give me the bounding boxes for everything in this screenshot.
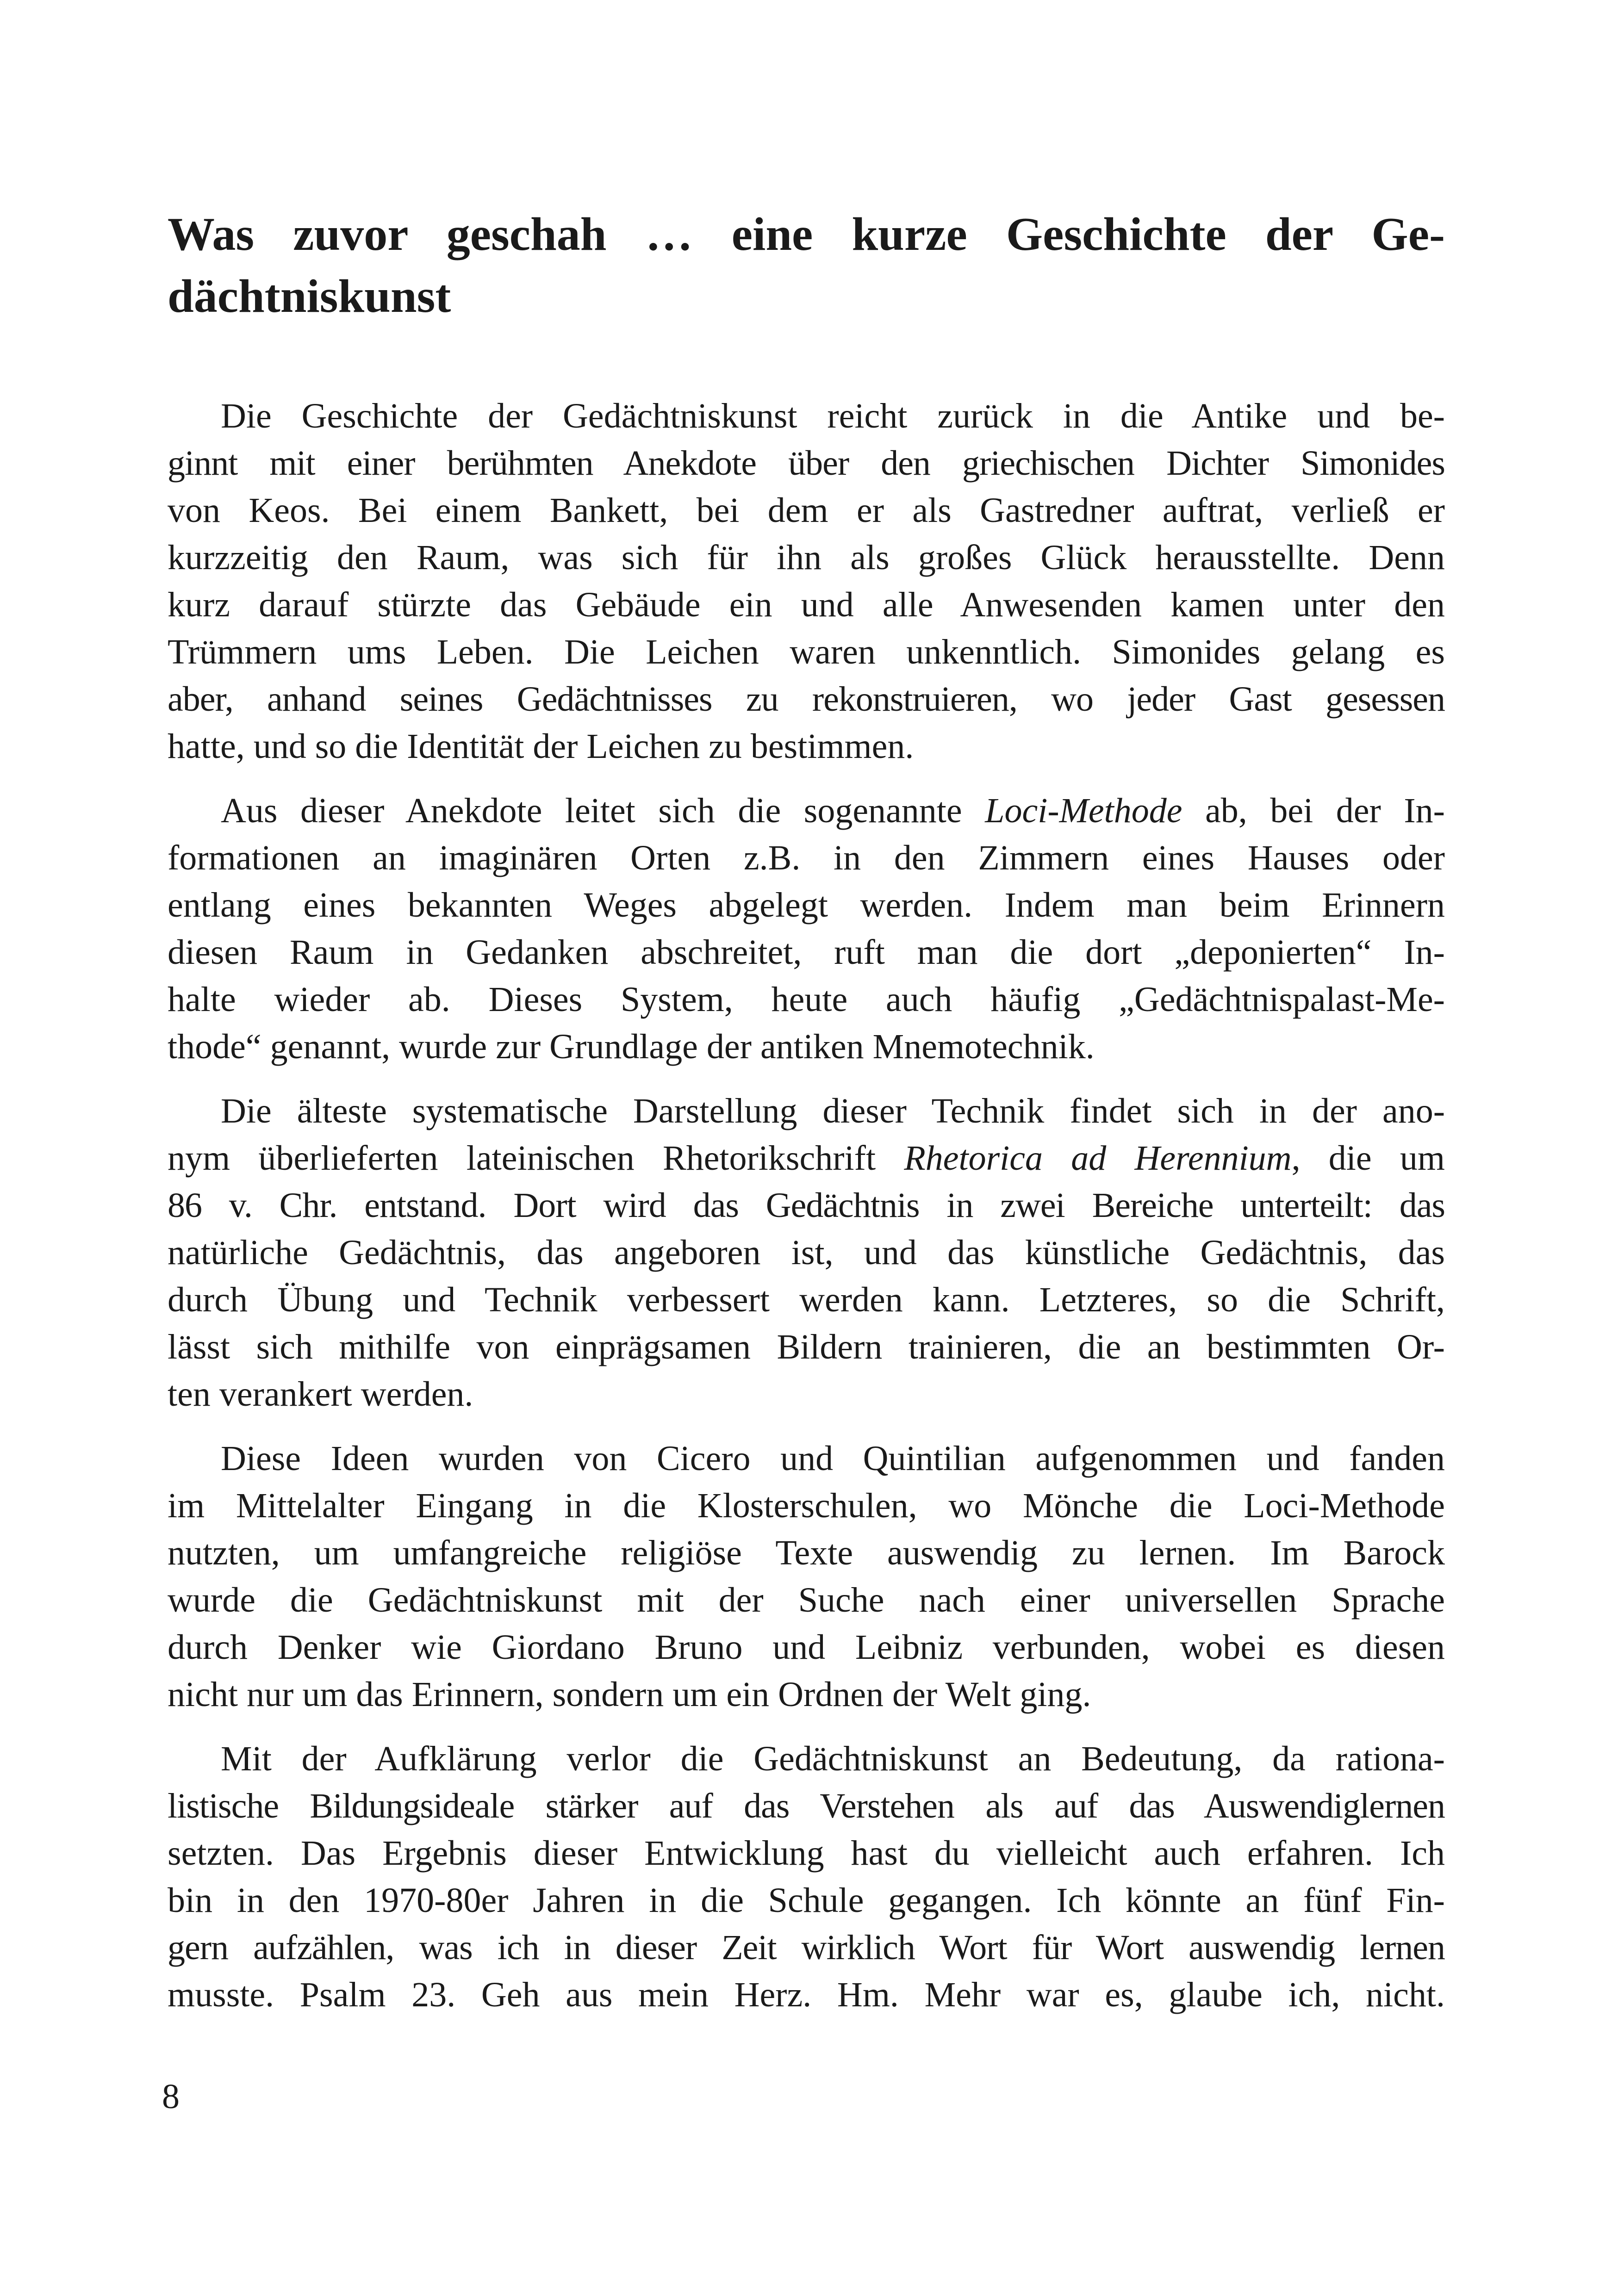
chapter-heading bbox=[168, 204, 1445, 328]
text-line: Mit der Aufklärung verlor die Gedächtniskunst an Bedeutung, da rationa- bbox=[221, 1739, 1445, 1778]
term-loci-methode: Loci-Methode bbox=[985, 791, 1182, 830]
text-line: bin in den 1970-80er Jahren in die Schule gegangen. Ich könnte an fünf Fin- bbox=[168, 1881, 1445, 1920]
page-number: 8 bbox=[162, 2077, 180, 2116]
text-line bbox=[168, 787, 1445, 834]
text-line: ginnt mit einer berühmten Anekdote über den griechischen Dichter Simonides bbox=[168, 444, 1445, 483]
paragraph bbox=[168, 392, 1445, 770]
text-line: nicht nur um das Erinnern, sondern um ein Ordnen der Welt ging. bbox=[168, 1675, 1091, 1714]
text-fragment: Aus dieser Anekdote leitet sich die sogenannte bbox=[221, 791, 985, 830]
text-fragment: , die um bbox=[1291, 1139, 1445, 1178]
paragraph bbox=[168, 1735, 1445, 2018]
title-rhetorica-ad-herennium: Rhetorica ad Herennium bbox=[904, 1139, 1292, 1178]
text-line: lässt sich mithilfe von einprägsamen Bildern trainieren, die an bestimmten Or- bbox=[168, 1328, 1445, 1366]
text-line: setzten. Das Ergebnis dieser Entwicklung hast du vielleicht auch erfahren. Ich bbox=[168, 1834, 1445, 1873]
text-line: kurzzeitig den Raum, was sich für ihn als großes Glück herausstellte. Denn bbox=[168, 538, 1445, 577]
text-line: thode“ genannt, wurde zur Grundlage der antiken Mnemotechnik. bbox=[168, 1027, 1095, 1066]
text-line: 86 v. Chr. entstand. Dort wird das Gedächtnis in zwei Bereiche unterteilt: das bbox=[168, 1186, 1445, 1225]
text-line: durch Übung und Technik verbessert werden kann. Letzteres, so die Schrift, bbox=[168, 1280, 1445, 1319]
text-line: aber, anhand seines Gedächtnisses zu rekonstruieren, wo jeder Gast gesessen bbox=[168, 680, 1445, 719]
text-fragment: nym überlieferten lateinischen Rhetorikschrift bbox=[168, 1139, 904, 1178]
text-line bbox=[168, 1135, 1445, 1182]
paragraph bbox=[168, 787, 1445, 1070]
paragraph bbox=[168, 1435, 1445, 1718]
text-line: hatte, und so die Identität der Leichen zu bestimmen. bbox=[168, 727, 914, 766]
text-line: natürliche Gedächtnis, das angeboren ist, und das künstliche Gedächtnis, das bbox=[168, 1233, 1445, 1272]
text-line: von Keos. Bei einem Bankett, bei dem er als Gastredner auftrat, verließ er bbox=[168, 491, 1445, 530]
text-line: entlang eines bekannten Weges abgelegt werden. Indem man beim Erinnern bbox=[168, 886, 1445, 925]
text-line: nutzten, um umfangreiche religiöse Texte auswendig zu lernen. Im Barock bbox=[168, 1533, 1445, 1572]
text-line: Die älteste systematische Darstellung dieser Technik findet sich in der ano- bbox=[221, 1092, 1445, 1130]
text-line: Diese Ideen wurden von Cicero und Quintilian aufgenommen und fanden bbox=[221, 1439, 1445, 1478]
heading-line: Was zuvor geschah … eine kurze Geschichte der Ge- bbox=[168, 208, 1445, 261]
heading-line: dächtniskunst bbox=[168, 270, 451, 323]
text-line: wurde die Gedächtniskunst mit der Suche nach einer universellen Sprache bbox=[168, 1581, 1445, 1620]
text-line: durch Denker wie Giordano Bruno und Leibniz verbunden, wobei es diesen bbox=[168, 1628, 1445, 1667]
paragraph bbox=[168, 1087, 1445, 1418]
text-line: formationen an imaginären Orten z.B. in den Zimmern eines Hauses oder bbox=[168, 838, 1445, 877]
text-line: listische Bildungsideale stärker auf das Verstehen als auf das Auswendiglernen bbox=[168, 1787, 1445, 1825]
body-text bbox=[168, 392, 1445, 2035]
text-line: halte wieder ab. Dieses System, heute auch häufig „Gedächtnispalast-Me- bbox=[168, 980, 1445, 1019]
text-line: musste. Psalm 23. Geh aus mein Herz. Hm. Mehr war es, glaube ich, nicht. bbox=[168, 1975, 1445, 2014]
text-fragment: ab, bei der In- bbox=[1182, 791, 1445, 830]
text-line: ten verankert werden. bbox=[168, 1375, 473, 1414]
text-line: im Mittelalter Eingang in die Klosterschulen, wo Mönche die Loci-Methode bbox=[168, 1486, 1445, 1525]
text-line: Die Geschichte der Gedächtniskunst reicht zurück in die Antike und be- bbox=[221, 397, 1445, 435]
text-line: gern aufzählen, was ich in dieser Zeit wirklich Wort für Wort auswendig lernen bbox=[168, 1928, 1445, 1967]
text-line: Trümmern ums Leben. Die Leichen waren unkenntlich. Simonides gelang es bbox=[168, 633, 1445, 671]
text-line: diesen Raum in Gedanken abschreitet, ruft man die dort „deponierten“ In- bbox=[168, 933, 1445, 972]
text-line: kurz darauf stürzte das Gebäude ein und alle Anwesenden kamen unter den bbox=[168, 585, 1445, 624]
